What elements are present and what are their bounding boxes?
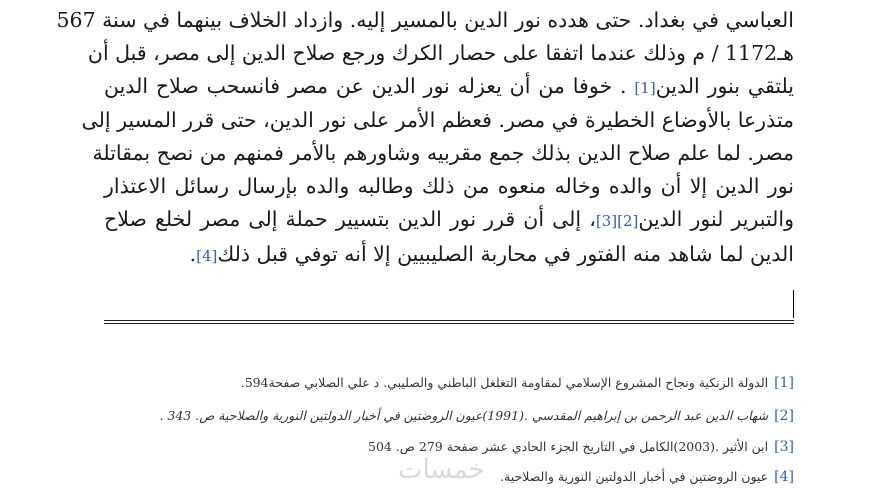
footnote-link-2-3[interactable]: [2][3] (595, 211, 639, 230)
footnote-link-1[interactable]: [1] (634, 78, 656, 97)
body-paragraph (56, 4, 795, 272)
footnote-item (500, 469, 794, 485)
text-cursor (793, 290, 794, 318)
body-line: نور الدين إلا أن والده وخاله منعوه من ذلك وطالبه والده بإرسال رسائل الاعتذار (104, 173, 794, 198)
footnote-ref[interactable]: [4] (774, 469, 794, 485)
body-line (104, 238, 794, 273)
footnote-text: شهاب الدين عبد الرحمن بن إبراهيم المقدسي .(1991)عيون الروضتين في أخبار الدولتين النورية والصلاحية ص. 343 . (159, 408, 769, 423)
footnote-item (159, 408, 794, 424)
body-line-text: الدين لما شاهد منه الفتور في محاربة الصليبيين إلا أنه توفي قبل ذلك (217, 241, 794, 266)
footnote-separator (104, 323, 794, 324)
footnote-separator (104, 320, 794, 321)
body-line (104, 70, 794, 105)
footnote-text: الدولة الزنكية ونجاح المشروع الإسلامي لمقاومة التغلغل الباطني والصليبي. د علي الصلابي صفحة594. (240, 375, 769, 390)
body-line-text: والتبرير لنور الدين (638, 206, 794, 231)
footnote-ref[interactable]: [2] (774, 408, 794, 424)
footnote-ref[interactable]: [3] (774, 439, 794, 455)
footnote-link-4[interactable]: [4] (196, 246, 218, 265)
footnote-text: ابن الأثير .(2003)الكامل في التاريخ الجزء الحادي عشر صفحة 279 ص. 504 (368, 439, 769, 454)
footnote-item (241, 375, 794, 391)
body-line-text: . خوفا من أن يعزله نور الدين عن مصر فانسحب صلاح الدين (104, 73, 635, 98)
footnote-text: عيون الروضتين في أخبار الدولتين النورية والصلاحية. (500, 469, 769, 484)
footnote-item (368, 439, 794, 455)
body-line: هـ1172 / م وذلك عندما اتفقا على حصار الكرك ورجع صلاح الدين إلى مصر، قبل أن (87, 40, 794, 65)
footnote-ref[interactable]: [1] (774, 375, 794, 391)
watermark-logo: خمسات (398, 455, 485, 485)
body-line: العباسي في بغداد. حتى هدده نور الدين بالمسير إليه. وازداد الخلاف بينهما في سنة 567 (56, 8, 794, 32)
body-line: متذرعا بالأوضاع الخطيرة في مصر. فعظم الأمر على نور الدين، حتى قرر المسير إلى (81, 108, 794, 133)
body-line-text: ، إلى أن قرر نور الدين بتسيير حملة إلى مصر لخلع صلاح (104, 206, 596, 231)
body-line-text: . (189, 241, 197, 266)
body-line: مصر. لما علم صلاح الدين بذلك جمع مقربيه وشاورهم بالأمر فمنهم من نصح بمقاتلة (92, 141, 794, 166)
body-line-text: يلتقي بنور الدين (655, 73, 795, 98)
body-line (104, 203, 794, 238)
